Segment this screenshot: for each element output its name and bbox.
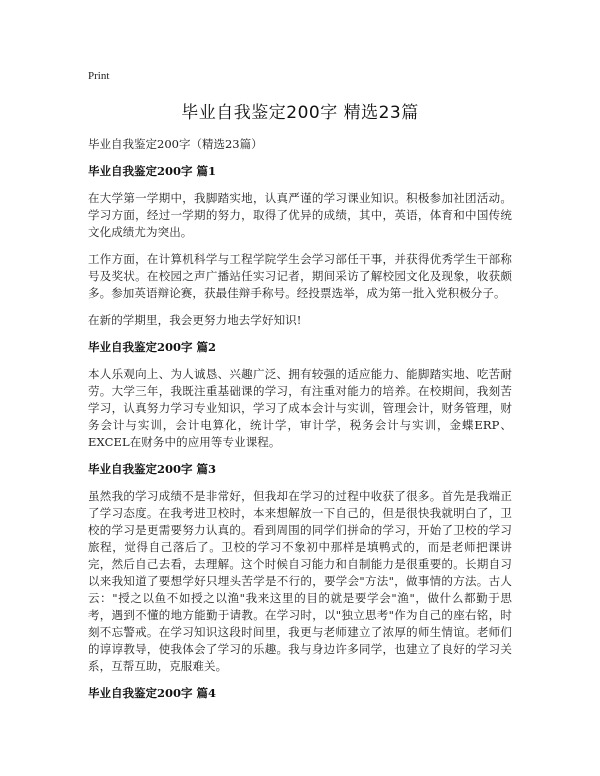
section-heading-3: 毕业自我鉴定200字 篇3 [88, 462, 217, 476]
section-3-paragraph-1: 虽然我的学习成绩不是非常好，但我却在学习的过程中收获了很多。首先是我端正了学习态度。在我考进卫校时，本来想解放一下自己的，但是很快我就明白了，卫校的学习是更需要努力认真的。看到周围的同学们拼命的学习，开始了卫校的学习旅程，觉得自己落后了。卫校的学习不象初中那样是填鸭式的，而是老师把课讲完，然后自己去看，去理解。这个时候自习能力和自制能力是很重要的。长期自习以来我知道了要想学好只埋头苦学是不行的，要学会"方法"，做事情的方法。古人云："授之以鱼不如授之以渔"我来这里的目的就是要学会"渔"，做什么都勤于思考，遇到不懂的地方能勤于请教。在学习时，以"独立思考"作为自己的座右铭，时刻不忘警戒。在学习知识这段时间里，我更与老师建立了浓厚的师生情谊。老师们的谆谆教导，使我体会了学习的乐趣。我与身边许多同学，也建立了良好的学习关系，互帮互助，克服难关。 [88, 489, 512, 673]
document-subtitle: 毕业自我鉴定200字（精选23篇） [88, 137, 263, 151]
section-2-paragraph-1: 本人乐观向上、为人诚恳、兴趣广泛、拥有较强的适应能力、能脚踏实地、吃苦耐劳。大学三年，我既注重基础课的学习，有注重对能力的培养。在校期间，我刻苦学习，认真努力学习专业知识，学习了成本会计与实训，管理会计，财务管理，财务会计与实训，会计电算化，统计学，审计学，税务会计与实训，金蝶ERP、EXCEL在财务中的应用等专业课程。 [88, 367, 512, 449]
section-1-paragraph-1: 在大学第一学期中，我脚踏实地，认真严谨的学习课业知识。积极参加社团活动。学习方面，经过一学期的努力，取得了优异的成绩，其中，英语，体育和中国传统文化成绩尤为突出。 [88, 191, 512, 239]
section-1-paragraph-2: 工作方面，在计算机科学与工程学院学生会学习部任干事，并获得优秀学生干部称号及奖状。在校园之声广播站任实习记者，期间采访了解校园文化及现象，收获颇多。参加英语辩论赛，获最佳辩手称号。经投票选举，成为第一批入党积极分子。 [88, 252, 512, 300]
print-label[interactable]: Print [88, 70, 110, 82]
section-1-paragraph-3: 在新的学期里，我会更努力地去学好知识! [88, 313, 302, 327]
page-title: 毕业自我鉴定200字 精选23篇 [181, 103, 419, 123]
section-heading-4: 毕业自我鉴定200字 篇4 [88, 686, 217, 700]
section-heading-1: 毕业自我鉴定200字 篇1 [88, 164, 217, 178]
section-heading-2: 毕业自我鉴定200字 篇2 [88, 340, 217, 354]
